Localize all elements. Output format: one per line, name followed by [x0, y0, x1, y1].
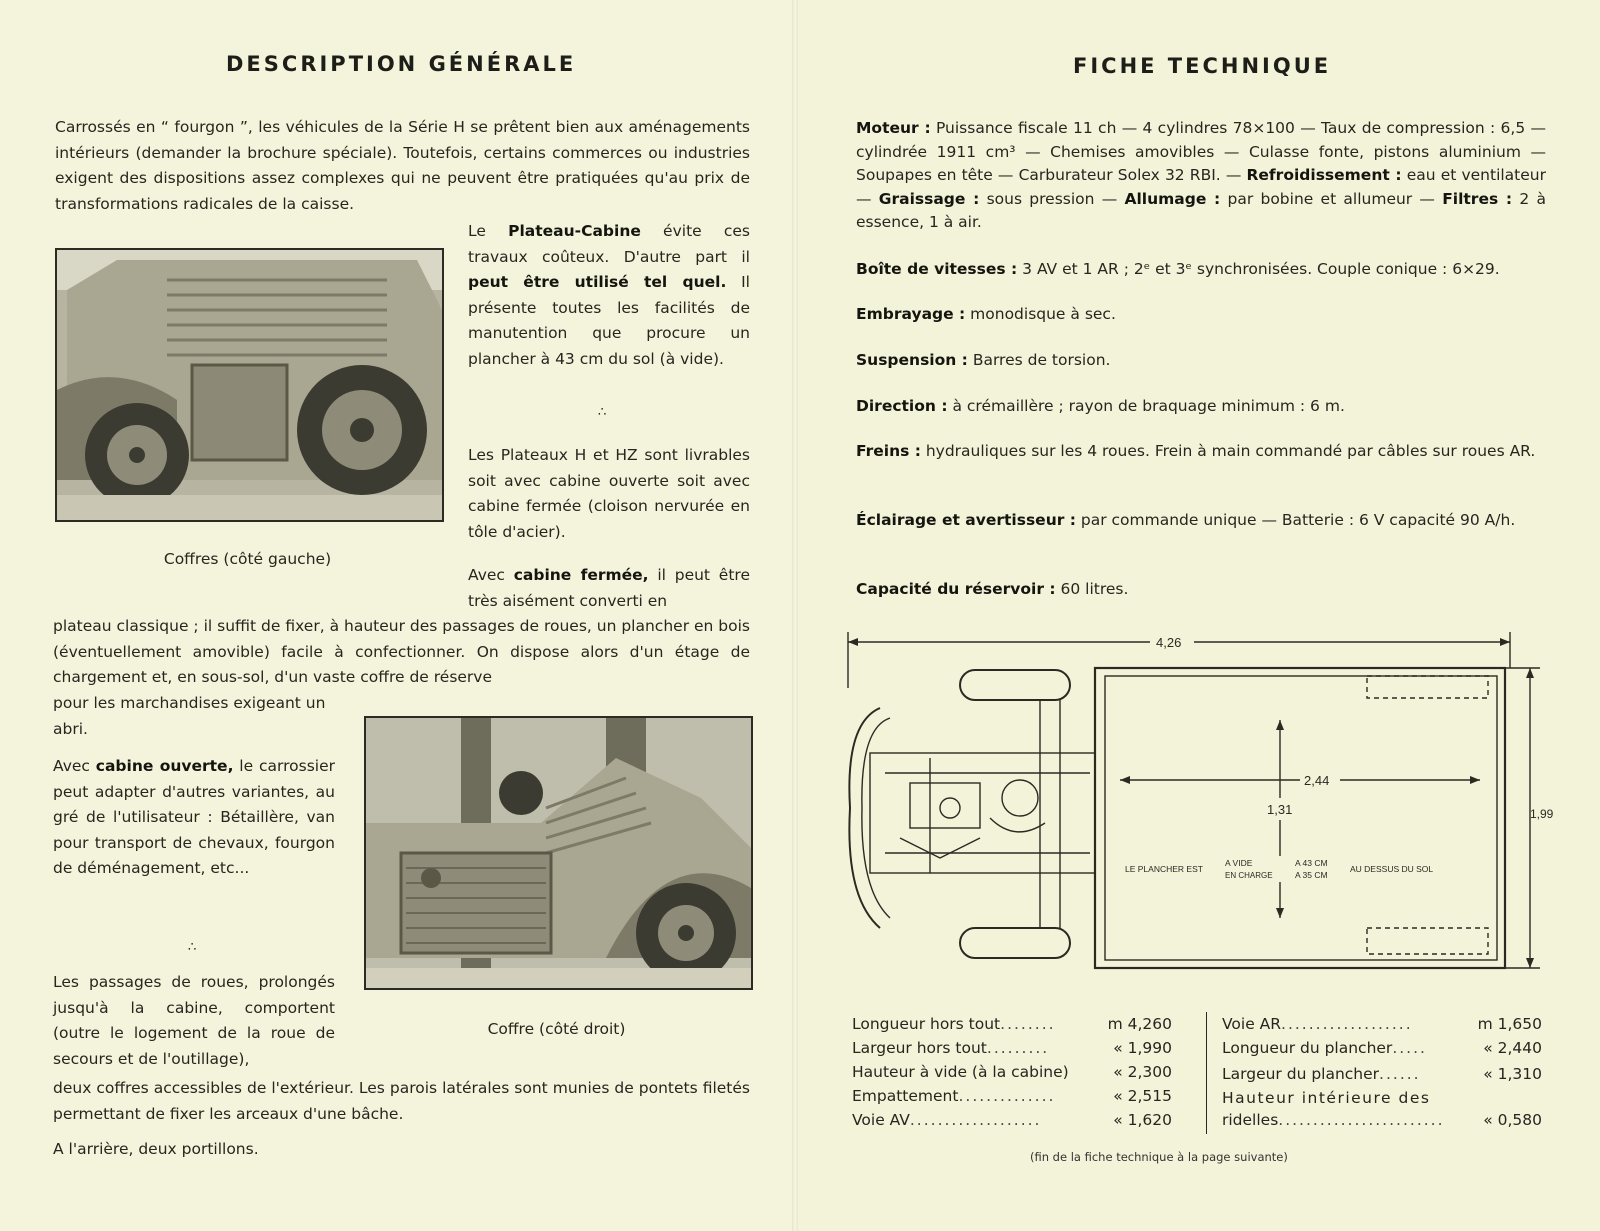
intro-paragraph: Carrossés en “ fourgon ”, les véhicules de la Série H se prêtent bien aux aménagements intérieurs (demander la brochure spéciale). Toutefois, certains commerces ou industries exigent des dispositions assez complexes qui ne peuvent être pratiquées qu'au prix de transformations radicales de la caisse. [55, 118, 750, 213]
dims-table-right [1222, 1012, 1542, 1132]
spec-direction [856, 395, 1546, 419]
dims-row [1222, 1062, 1542, 1088]
caption-coffre-droit: Coffre (côté droit) [487, 1020, 626, 1038]
allum-text: par bobine et allumeur — [1220, 189, 1443, 208]
dim-label: ridelles [1222, 1111, 1279, 1129]
direction-text: à crémaillère ; rayon de braquage minimum : 6 m. [947, 397, 1345, 415]
dim-floor-width: 1,31 [1267, 802, 1293, 817]
spec-suspension [856, 349, 1546, 373]
dims-table-left [852, 1012, 1172, 1132]
dim-label: Largeur hors tout [852, 1039, 987, 1057]
dims-row [1222, 1012, 1542, 1036]
photo-left-coffres [55, 248, 444, 522]
suspension-text: Barres de torsion. [967, 351, 1111, 369]
cabine-ouverte-paragraph [53, 754, 335, 882]
cabine-fermee-continued: plateau classique ; il suffit de fixer, à hauteur des passages de roues, un plancher en bois (éventuellement amovible) facile à confectionner. On dispose alors d'un étage de chargement et, en sous-sol, d'un vaste coffre de réserve [53, 617, 750, 686]
p5-a: Avec [53, 757, 96, 775]
dims-row [1222, 1036, 1542, 1062]
footnote: (fin de la fiche technique à la page suivante) [1030, 1150, 1288, 1164]
dim-dots: ................... [909, 1111, 1042, 1129]
refroid-label: Refroidissement : [1246, 166, 1402, 184]
capacite-text: 60 litres. [1055, 580, 1129, 598]
eclairage-label: Éclairage et avertisseur : [856, 511, 1076, 529]
p2-a: Le [468, 222, 509, 240]
floor-note-c1: A 43 CM [1295, 858, 1328, 868]
direction-label: Direction : [856, 397, 948, 415]
dim-dots: ........................ [1278, 1111, 1445, 1129]
dim-dots: ......... [986, 1039, 1050, 1057]
dim-floor-length: 2,44 [1304, 773, 1330, 788]
passages-continued: deux coffres accessibles de l'extérieur. Les parois latérales sont munies de pontets filetés permettant de fixer les arceaux d'une bâche. [53, 1079, 750, 1123]
spec-moteur [856, 117, 1546, 235]
p5-c: le carrossier peut adapter d'autres variantes, au gré de l'utilisateur : Bétaillère, van pour transport de chevaux, fourgon de déménagement, etc... [53, 757, 335, 877]
dim-dots: ........ [1000, 1015, 1056, 1033]
dims-row [1222, 1108, 1542, 1132]
dims-row [852, 1084, 1172, 1108]
spec-capacite [856, 578, 1546, 602]
freins-text: hydrauliques sur les 4 roues. Frein à main commandé par câbles sur roues AR. [920, 442, 1536, 460]
cabine-fermee-paragraph [468, 563, 750, 614]
suspension-label: Suspension : [856, 351, 968, 369]
dim-label: Voie AR [1222, 1015, 1282, 1033]
cabine-fermee-end: pour les marchandises exigeant un abri. [53, 694, 326, 738]
dim-value: « 2,300 [1113, 1063, 1172, 1081]
refroid-text: eau et ventilateur — [856, 166, 1546, 208]
p2-e: Il présente toutes les facilités de manutention que procure un plancher à 43 cm du sol (à vide). [468, 273, 750, 368]
dim-label: Voie AV [852, 1111, 910, 1129]
freins-label: Freins : [856, 442, 921, 460]
photo-left-illustration [57, 250, 442, 520]
moteur-label: Moteur : [856, 119, 931, 137]
portillons-paragraph: A l'arrière, deux portillons. [53, 1140, 259, 1158]
dim-dots: ................... [1281, 1015, 1413, 1033]
dim-value: « 2,440 [1483, 1039, 1542, 1057]
photo-right-illustration [366, 718, 751, 988]
photo-right-coffre [364, 716, 753, 990]
plateau-cabine-paragraph [468, 219, 750, 372]
separator-1: ∴ [598, 405, 606, 420]
dim-value [1536, 1088, 1542, 1108]
spec-freins [856, 440, 1546, 464]
vehicle-plan-diagram [840, 628, 1560, 998]
moteur-text: Puissance fiscale 11 ch — 4 cylindres 78×100 — Taux de compression : 6,5 — cylindrée 1911 cm³ — Chemises amovibles — Culasse fonte, pistons aluminium — Soupapes en tête — Carburateur Solex 32 RBI. — [856, 119, 1546, 184]
floor-note-d: AU DESSUS DU SOL [1350, 864, 1434, 874]
dim-dots: ..... [1392, 1039, 1427, 1057]
spec-eclairage [856, 509, 1546, 533]
dims-row [852, 1036, 1172, 1060]
dims-row [852, 1108, 1172, 1132]
floor-note-a: LE PLANCHER EST [1125, 864, 1203, 874]
dim-label: Longueur hors tout [852, 1015, 1001, 1033]
dim-value: « 1,310 [1483, 1065, 1542, 1083]
floor-note-b1: A VIDE [1225, 858, 1253, 868]
p2-b: Plateau-Cabine [508, 222, 641, 240]
dim-label: Hauteur à vide (à la cabine) [852, 1063, 1069, 1081]
dim-value: « 0,580 [1483, 1111, 1542, 1129]
dim-value: m 4,260 [1107, 1015, 1172, 1033]
p4-c: il peut être très aisément converti en [468, 566, 750, 610]
floor-note-c2: A 35 CM [1295, 870, 1328, 880]
graiss-label: Graissage : [878, 189, 980, 208]
dim-overall-width: 1,99 [1530, 807, 1554, 821]
boite-label: Boîte de vitesses : [856, 260, 1018, 278]
plateaux-paragraph: Les Plateaux H et HZ sont livrables soit avec cabine ouverte soit avec cabine fermée (cloison nervurée en tôle d'acier). [468, 446, 750, 541]
dims-row [1222, 1088, 1542, 1108]
filtres-label: Filtres : [1442, 189, 1513, 208]
dims-row [852, 1012, 1172, 1036]
dims-row [852, 1060, 1172, 1084]
right-page-title: FICHE TECHNIQUE [1073, 54, 1332, 78]
graiss-text: sous pression — [979, 189, 1125, 208]
caption-coffres-gauche: Coffres (côté gauche) [163, 550, 332, 568]
dim-label: Hauteur intérieure des [1222, 1089, 1431, 1107]
dim-overall-length: 4,26 [1156, 635, 1182, 650]
p4-a: Avec [468, 566, 514, 584]
dim-label: Empattement [852, 1087, 959, 1105]
p2-d: peut être utilisé tel quel. [468, 273, 727, 291]
filtres-text: 2 à essence, 1 à air. [856, 189, 1546, 231]
dim-dots [1430, 1088, 1536, 1108]
allum-label: Allumage : [1124, 189, 1221, 208]
page-gutter [792, 0, 798, 1231]
embrayage-text: monodisque à sec. [965, 305, 1116, 323]
dim-label: Longueur du plancher [1222, 1039, 1393, 1057]
eclairage-text: par commande unique — Batterie : 6 V capacité 90 A/h. [1075, 511, 1516, 529]
embrayage-label: Embrayage : [856, 305, 966, 323]
floor-note-b2: EN CHARGE [1225, 871, 1273, 880]
spec-boite [856, 258, 1546, 282]
capacite-label: Capacité du réservoir : [856, 580, 1056, 598]
dims-divider [1206, 1012, 1207, 1134]
separator-2: ∴ [188, 940, 196, 955]
dim-value: « 1,620 [1113, 1111, 1172, 1129]
dim-value: « 2,515 [1113, 1087, 1172, 1105]
p5-b: cabine ouverte, [95, 757, 234, 775]
dim-value: m 1,650 [1477, 1015, 1542, 1033]
p4-b: cabine fermée, [513, 566, 649, 584]
boite-text: 3 AV et 1 AR ; 2ᵉ et 3ᵉ synchronisées. Couple conique : 6×29. [1017, 260, 1500, 278]
dim-dots [1069, 1060, 1108, 1084]
passages-paragraph: Les passages de roues, prolongés jusqu'à la cabine, comportent (outre le logement de la roue de secours et de l'outillage), [53, 973, 335, 1068]
dim-value: « 1,990 [1113, 1039, 1172, 1057]
dim-dots: ...... [1379, 1065, 1421, 1083]
left-page-title: DESCRIPTION GÉNÉRALE [226, 52, 577, 76]
dim-dots: .............. [958, 1087, 1056, 1105]
spec-embrayage [856, 303, 1546, 327]
dim-label: Largeur du plancher [1222, 1065, 1380, 1083]
p2-c: évite ces travaux coûteux. D'autre part il [468, 222, 751, 266]
